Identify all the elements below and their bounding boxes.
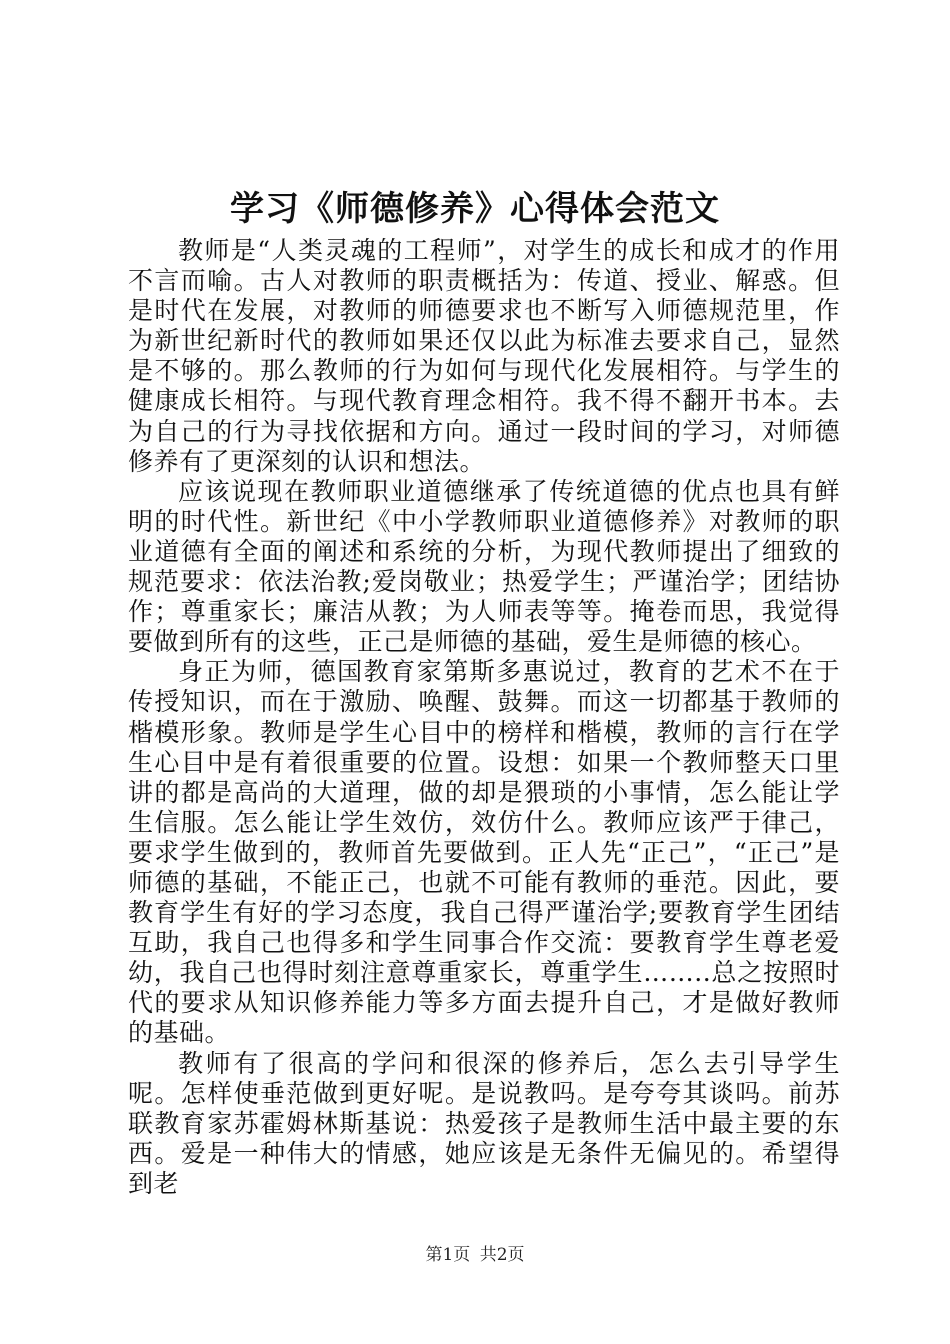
- page-footer: [0, 1245, 950, 1265]
- document-title: 学习《师德修养》心得体会范文: [230, 189, 720, 229]
- paragraph-1: 教师是“人类灵魂的工程师”，对学生的成长和成才的作用不言而喻。古人对教师的职责概括为：传道、授业、解惑。但是时代在发展，对教师的师德要求也不断写入师德规范里，作为新世纪新时代的教师如果还仅以此为标准去要求自己，显然是不够的。那么教师的行为如何与现代化发展相符。与学生的健康成长相符。与现代教育理念相符。我不得不翻开书本。去为自己的行为寻找依据和方向。通过一段时间的学习，对师德修养有了更深刻的认识和想法。: [128, 236, 840, 476]
- paragraph-2: 应该说现在教师职业道德继承了传统道德的优点也具有鲜明的时代性。新世纪《中小学教师职业道德修养》对教师的职业道德有全面的阐述和系统的分析，为现代教师提出了细致的规范要求：依法治教;爱岗敬业；热爱学生；严谨治学；团结协作；尊重家长；廉洁从教；为人师表等等。掩卷而思，我觉得要做到所有的这些，正己是师德的基础，爱生是师德的核心。: [128, 476, 840, 657]
- paragraph-3: 身正为师，德国教育家第斯多惠说过，教育的艺术不在于传授知识，而在于激励、唤醒、鼓舞。而这一切都基于教师的楷模形象。教师是学生心目中的榜样和楷模，教师的言行在学生心目中是有着很重要的位置。设想：如果一个教师整天口里讲的都是高尚的大道理，做的却是猥琐的小事情，怎么能让学生信服。怎么能让学生效仿，效仿什么。教师应该严于律己，要求学生做到的，教师首先要做到。正人先“正己”，“正己”是师德的基础，不能正己，也就不可能有教师的垂范。因此，要教育学生有好的学习态度，我自己得严谨治学;要教育学生团结互助，我自己也得多和学生同事合作交流：要教育学生尊老爱幼，我自己也得时刻注意尊重家长，尊重学生……..总之按照时代的要求从知识修养能力等多方面去提升自己，才是做好教师的基础。: [128, 657, 840, 1048]
- page-number: 第1页: [425, 1245, 471, 1265]
- page-total: 共2页: [479, 1245, 525, 1265]
- paragraph-4: 教师有了很高的学问和很深的修养后，怎么去引导学生呢。怎样使垂范做到更好呢。是说教吗。是夸夸其谈吗。前苏联教育家苏霍姆林斯基说：热爱孩子是教师生活中最主要的东西。爱是一种伟大的情感，她应该是无条件无偏见的。希望得到老: [128, 1048, 840, 1198]
- document-body: [128, 236, 840, 1199]
